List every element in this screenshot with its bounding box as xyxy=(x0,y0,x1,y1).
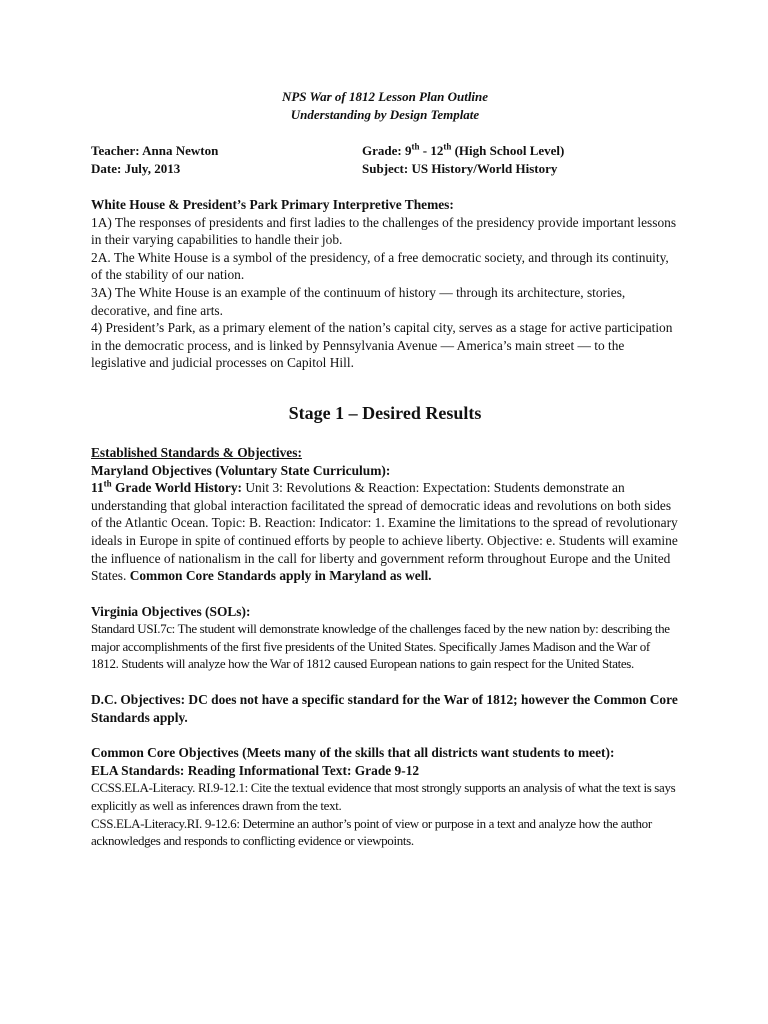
virginia-heading: Virginia Objectives (SOLs): xyxy=(91,603,251,619)
meta-row-2 xyxy=(91,160,679,178)
dc-objectives: D.C. Objectives: DC does not have a specific standard for the War of 1812; however the Common Core Standards apply. xyxy=(91,692,678,725)
ela-standards-heading: ELA Standards: Reading Informational Text: Grade 9-12 xyxy=(91,762,420,778)
virginia-objectives: Standard USI.7c: The student will demonstrate knowledge of the challenges faced by the new nation by: describing the major accomplishments of the first five presidents of the United States. Specifically James Madison and the War of 1812. Students will analyze how the War of 1812 caused European nations to gain respect for the United States. xyxy=(91,621,670,672)
stage1-heading: Stage 1 – Desired Results xyxy=(288,402,482,423)
theme-item-2a: 2A. The White House is a symbol of the presidency, of a free democratic society, and through its continuity, of the stability of our nation. xyxy=(91,249,669,283)
maryland-heading: Maryland Objectives (Voluntary State Curriculum): xyxy=(91,462,391,478)
meta-row-1 xyxy=(91,142,679,160)
grade-field: Grade: 9th - 12th (High School Level) xyxy=(362,141,565,158)
theme-item-3a: 3A) The White House is an example of the continuum of history — through its architecture, stories, decorative, and fine arts. xyxy=(91,284,626,318)
theme-item-4: 4) President’s Park, as a primary element of the nation’s capital city, serves as a stage for active participation in the democratic process, and is linked by Pennsylvania Avenue — America’s main street — to the legislative and judicial processes on Capitol Hill. xyxy=(91,320,673,371)
standards-heading: Established Standards & Objectives: xyxy=(91,444,302,460)
ela-item-ri-9-12-1: CCSS.ELA-Literacy. RI.9-12.1: Cite the textual evidence that most strongly supports an analysis of what the text is says explicitly as well as inferences drawn from the text. xyxy=(91,780,676,814)
date-field: Date: July, 2013 xyxy=(91,161,181,176)
subject-field: Subject: US History/World History xyxy=(362,161,558,176)
theme-item-1a: 1A) The responses of presidents and first ladies to the challenges of the presidency provide important lessons in their varying capabilities to handle their job. xyxy=(91,214,677,248)
maryland-objectives: 11th Grade World History: Unit 3: Revolutions & Reaction: Expectation: Students demonstrate an understanding that global interaction facilitated the spread of democratic ideas and revolutions on both sides of the Atlantic Ocean. Topic: B. Reaction: Indicator: 1. Examine the limitations to the spread of revolutionary ideals in Europe in spite of continued efforts by people to achieve liberty. Objective: e. Students will examine the influence of nationalism in the call for liberty and government reform throughout Europe and the United States. Common Core Standards apply in Maryland as well. xyxy=(91,478,678,584)
ela-item-ri-9-12-6: CSS.ELA-Literacy.RI. 9-12.6: Determine an author’s point of view or purpose in a text and analyze how the author acknowledges and responds to conflicting evidence or viewpoints. xyxy=(91,815,652,849)
document-content xyxy=(91,88,679,850)
themes-heading: White House & President’s Park Primary Interpretive Themes: xyxy=(91,197,454,212)
maryland-common-core-note: Common Core Standards apply in Maryland as well. xyxy=(129,568,432,584)
teacher-field: Teacher: Anna Newton xyxy=(91,143,219,158)
common-core-heading: Common Core Objectives (Meets many of the skills that all districts want students to meet): xyxy=(91,745,615,761)
document-subtitle: Understanding by Design Template xyxy=(290,107,480,122)
document-title: NPS War of 1812 Lesson Plan Outline xyxy=(281,89,489,104)
